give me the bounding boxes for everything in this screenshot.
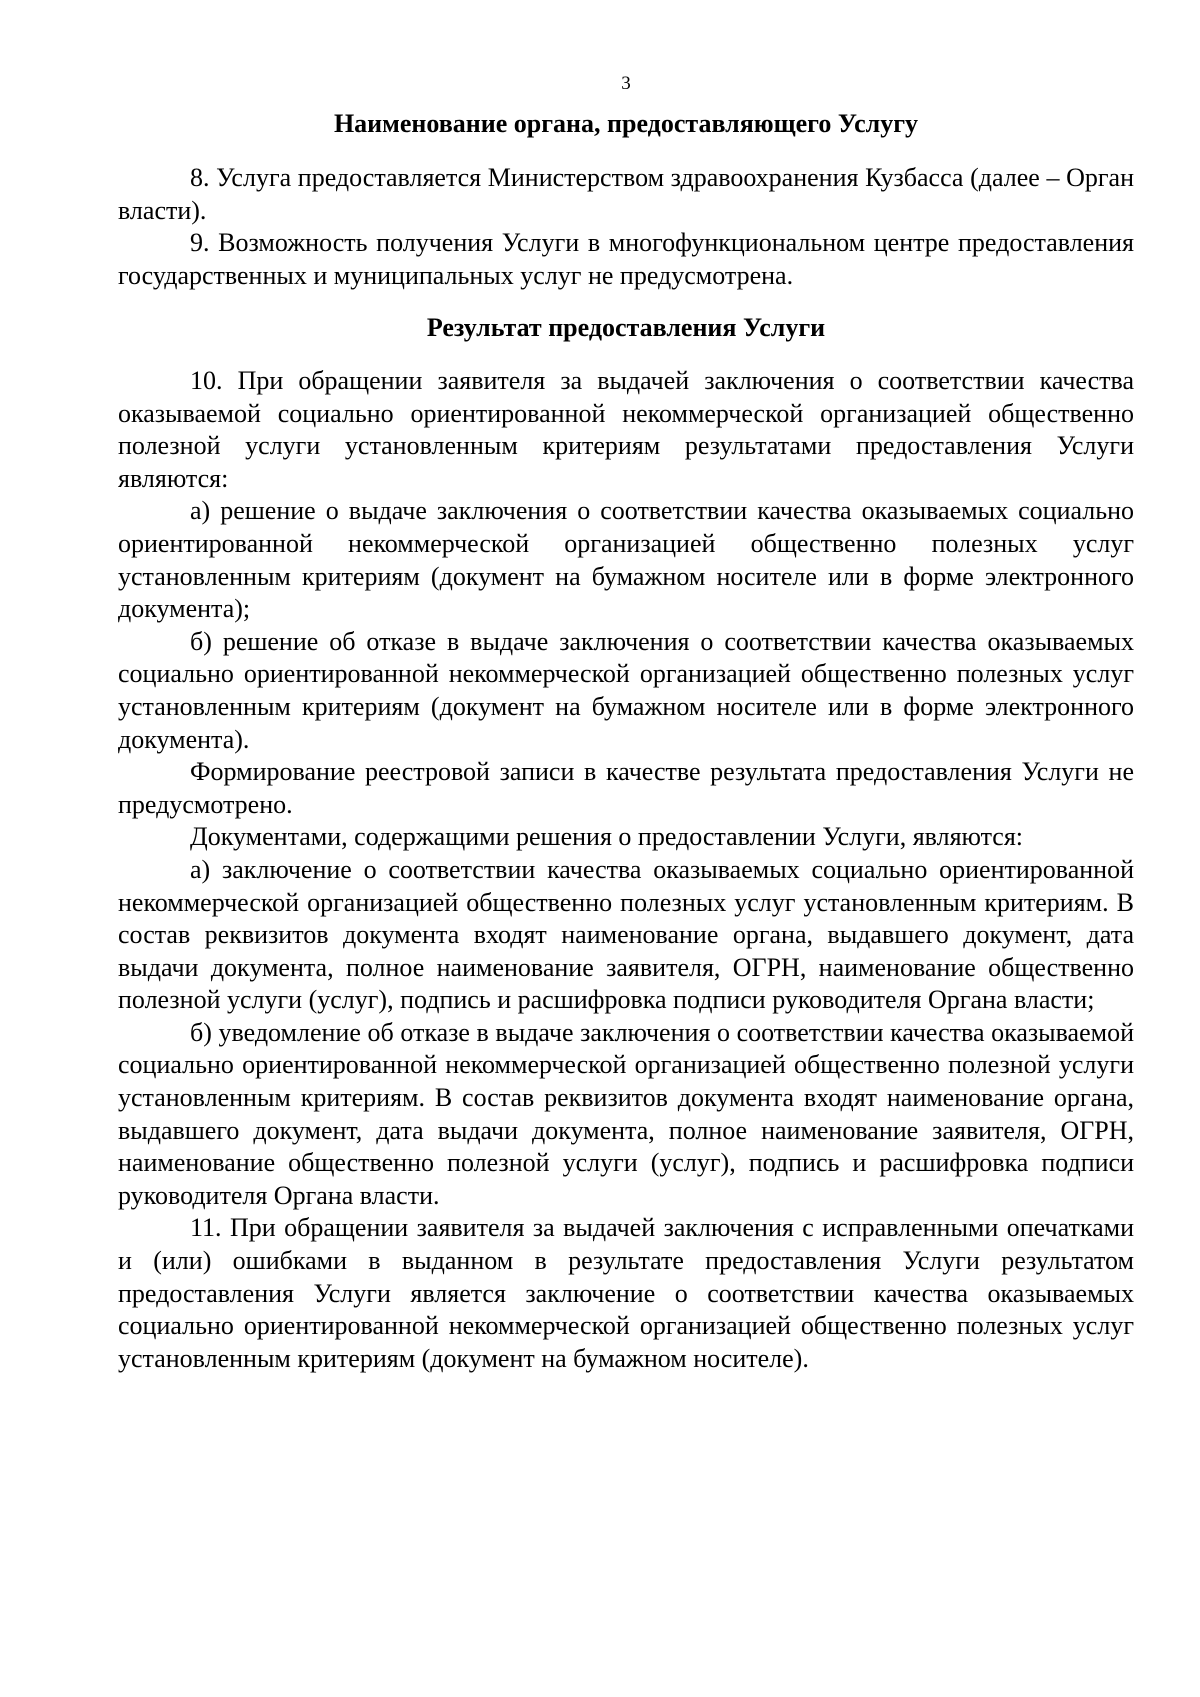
section-heading-result: Результат предоставления Услуги [426,313,826,342]
paragraph-9: 9. Возможность получения Услуги в многофункциональном центре предоставления государственных и муниципальных услуг не предусмотрена. [118,228,1134,290]
paragraph-10: 10. При обращении заявителя за выдачей заключения о соответствии качества оказываемой социально ориентированной некоммерческой организацией общественно полезной услуги установленным критериям результатами предоставления Услуги являются: [118,366,1134,493]
paragraph-11: 11. При обращении заявителя за выдачей заключения с исправленными опечатками и (или) ошибками в выданном в результате предоставления Услуги результатом предоставления Услуги является заключение о соответствии качества оказываемых социально ориентированной некоммерческой организацией общественно полезных услуг установленным критериям (документ на бумажном носителе). [118,1213,1134,1373]
paragraph-documents-intro: Документами, содержащими решения о предоставлении Услуги, являются: [190,822,1024,852]
paragraph-8: 8. Услуга предоставляется Министерством здравоохранения Кузбасса (далее – Орган власти). [118,163,1134,225]
paragraph-registry-record: Формирование реестровой записи в качестве результата предоставления Услуги не предусмотрено. [118,757,1134,819]
section-heading-authority: Наименование органа, предоставляющего Услугу [333,109,919,138]
paragraph-documents-a: а) заключение о соответствии качества оказываемых социально ориентированной некоммерческой организацией общественно полезных услуг установленным критериям. В состав реквизитов документа входят наименование органа, выдавшего документ, дата выдачи документа, полное наименование заявителя, ОГРН, наименование общественно полезной услуги (услуг), подпись и расшифровка подписи руководителя Органа власти; [118,854,1134,1015]
section-body-result [118,365,1134,1375]
paragraph-10-a: а) решение о выдаче заключения о соответствии качества оказываемых социально ориентированной некоммерческой организацией общественно полезных услуг установленным критериям (документ на бумажном носителе или в форме электронного документа); [118,496,1134,624]
paragraph-10-b: б) решение об отказе в выдаче заключения о соответствии качества оказываемых социально ориентированной некоммерческой организацией общественно полезных услуг установленным критериям (документ на бумажном носителе или в форме электронного документа). [118,626,1134,754]
paragraph-documents-b: б) уведомление об отказе в выдаче заключения о соответствии качества оказываемой социально ориентированной некоммерческой организацией общественно полезной услуги установленным критериям. В состав реквизитов документа входят наименование органа, выдавшего документ, дата выдачи документа, полное наименование заявителя, ОГРН, наименование общественно полезной услуги (услуг), подпись и расшифровка подписи руководителя Органа власти. [118,1017,1134,1210]
page-number: 3 [621,73,631,94]
section-body-authority [118,162,1134,292]
